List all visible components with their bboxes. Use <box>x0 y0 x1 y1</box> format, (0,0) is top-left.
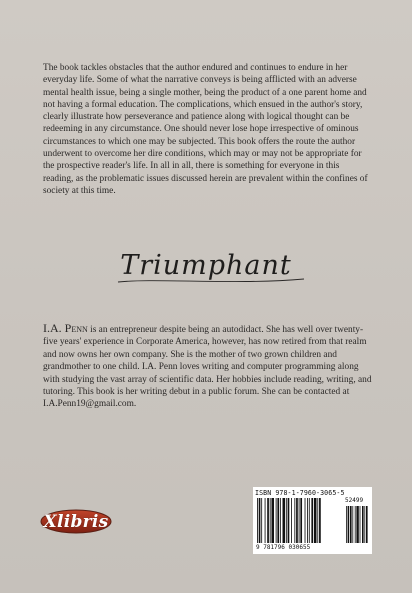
author-name: I.A. Penn <box>43 321 88 335</box>
author-bio-text: is an entrepreneur despite being an autodidact. She has well over twenty-five years' experience in Corporate America, however, has now retired from that realm and now owns her own company. She is the mother of two grown children and grandmother to one child. I.A. Penn loves writing and computer programming along with studying the vast array of scientific data. Her hobbies include reading, writing, and tutoring. This book is her writing debut in a public forum. She can be contacted at I.A.Penn19@gmail.com. <box>43 325 372 410</box>
publisher-logo <box>40 509 112 534</box>
barcode-addon-digits: 52499 <box>345 497 364 504</box>
barcode-digits: 9 781796 030655 <box>256 544 311 551</box>
author-bio <box>43 322 373 411</box>
isbn-label: ISBN 978-1-7960-3065-5 <box>255 489 345 497</box>
publisher-name: Xlibris <box>43 511 109 532</box>
isbn-barcode <box>253 487 372 554</box>
book-blurb: The book tackles obstacles that the author endured and continues to endure in her everyday life. Some of what the narrative conveys is being afflicted with an adverse mental health issue, being a single mother, being the product of a one parent home and not having a formal education. The complications, which ensued in the author's story, clearly illustrate how perseverance and patience along with logical thought can be redeeming in any circumstance. One should never lose hope irrespective of ominous circumstances to which one may be subjected. This book offers the route the author underwent to overcome her dire conditions, which may or may not be appropriate for the prospective reader's life. In all in all, there is something for everyone in this reading, as the problematic issues discussed herein are prevalent within the confines of society at this time. <box>43 63 368 196</box>
title-flourish-icon <box>116 276 306 286</box>
barcode-bars-icon <box>257 498 369 544</box>
book-title: Triumphant <box>120 250 292 281</box>
